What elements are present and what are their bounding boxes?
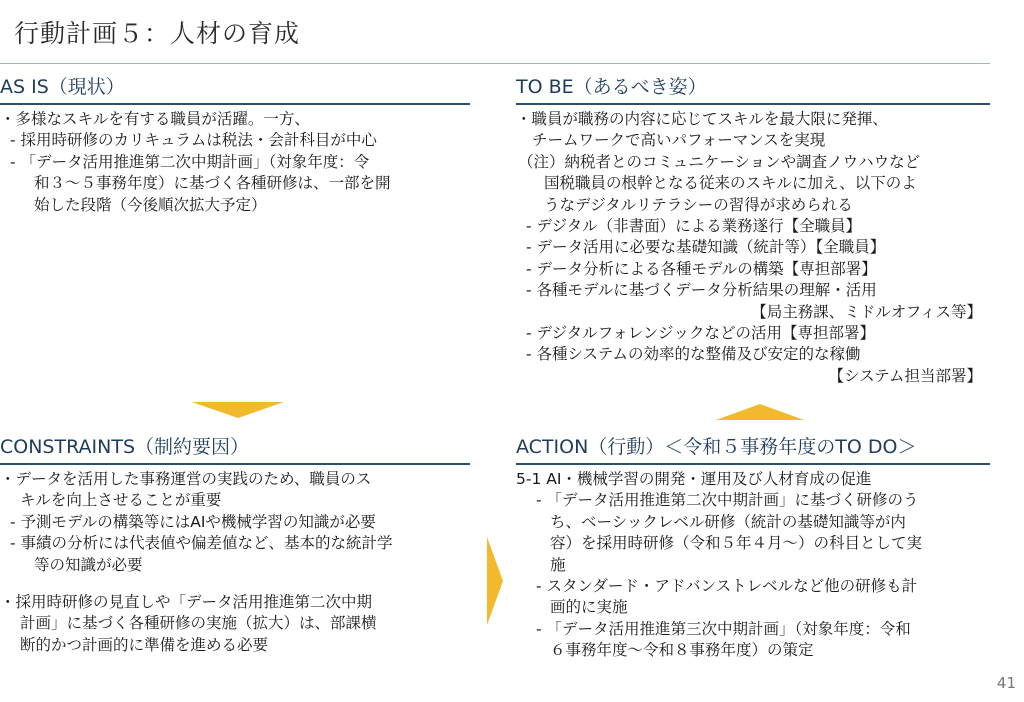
- constraints-line: キルを向上させることが重要: [20, 491, 222, 510]
- to-be-line: - データ分析による各種モデルの構築【専担部署】: [526, 259, 877, 278]
- to-be-line: 【局主務課、ミドルオフィス等】: [751, 302, 982, 321]
- to-be-section: [516, 74, 990, 387]
- as-is-body: [0, 109, 470, 216]
- action-line: 画的に実施: [550, 598, 628, 617]
- to-be-note-line: （注）納税者とのコミュニケーションや調査ノウハウなど: [518, 152, 921, 171]
- action-line: - 「データ活用推進第二次中期計画」に基づく研修のう: [536, 491, 919, 510]
- to-be-line: ・職員が職務の内容に応じてスキルを最大限に発揮、: [516, 110, 888, 128]
- as-is-line: 和３～５事務年度）に基づく各種研修は、一部を開: [34, 174, 391, 193]
- title-divider: [0, 63, 990, 64]
- action-heading: ACTION（行動）＜令和５事務年度のTO DO＞: [516, 436, 917, 458]
- action-line: - 「データ活用推進第三次中期計画」（対象年度：令和: [536, 619, 911, 638]
- as-is-line: - 「データ活用推進第二次中期計画」（対象年度：令: [10, 152, 370, 171]
- constraints-section: [0, 434, 470, 656]
- constraints-line: - 事績の分析には代表値や偏差値など、基本的な統計学: [10, 534, 393, 553]
- action-line: ６事務年度～令和８事務年度）の策定: [550, 641, 814, 660]
- to-be-line: - 各種モデルに基づくデータ分析結果の理解・活用: [526, 281, 877, 300]
- as-is-line: 始した段階（今後順次拡大予定）: [34, 195, 267, 214]
- constraints-line: 等の知識が必要: [34, 555, 143, 574]
- constraints-divider: [0, 463, 470, 465]
- action-section: [516, 434, 990, 662]
- to-be-line: チームワークで高いパフォーマンスを実現: [532, 131, 826, 150]
- action-line: 5-1 AI・機械学習の開発・運用及び人材育成の促進: [516, 470, 872, 488]
- as-is-line: ・多様なスキルを有する職員が活躍。一方、: [0, 110, 310, 128]
- to-be-line: 【システム担当部署】: [828, 366, 982, 385]
- to-be-body: [516, 109, 990, 387]
- action-line: - スタンダード・アドバンストレベルなど他の研修も計: [536, 577, 918, 596]
- action-body: [516, 469, 990, 662]
- to-be-heading: TO BE（あるべき姿）: [516, 76, 707, 98]
- constraints-line: ・データを活用した事務運営の実践のため、職員のス: [0, 470, 372, 488]
- action-line: 施: [550, 555, 566, 574]
- constraints-line: 断的かつ計画的に準備を進める必要: [20, 635, 269, 654]
- action-divider: [516, 463, 990, 465]
- constraints-line: - 予測モデルの構築等にはAIや機械学習の知識が必要: [10, 512, 376, 531]
- as-is-line: - 採用時研修のカリキュラムは税法・会計科目が中心: [10, 131, 377, 150]
- as-is-divider: [0, 103, 470, 105]
- to-be-note-line: 国税職員の根幹となる従来のスキルに加え、以下のよ: [544, 174, 917, 193]
- page-number: 41: [996, 674, 1016, 692]
- right-arrow-icon: [487, 537, 503, 625]
- as-is-section: [0, 74, 470, 216]
- up-arrow-icon: [716, 404, 804, 420]
- down-arrow-icon: [192, 402, 284, 418]
- to-be-divider: [516, 103, 990, 105]
- constraints-line: 計画」に基づく各種研修の実施（拡大）は、部課横: [20, 614, 377, 633]
- constraints-body: [0, 469, 470, 656]
- action-line: 容）を採用時研修（令和５年４月～）の科目として実: [550, 534, 923, 553]
- page-title: 行動計画５：人材の育成: [14, 19, 301, 48]
- to-be-note-line: うなデジタルリテラシーの習得が求められる: [544, 195, 853, 214]
- to-be-line: - デジタルフォレンジックなどの活用【専担部署】: [526, 324, 876, 343]
- action-line: ち、ベーシックレベル研修（統計の基礎知識等が内: [550, 512, 906, 531]
- as-is-heading: AS IS（現状）: [0, 76, 125, 98]
- to-be-line: - デジタル（非書面）による業務遂行【全職員】: [526, 217, 862, 236]
- constraints-line: ・採用時研修の見直しや「データ活用推進第二次中期: [0, 593, 373, 612]
- to-be-line: - データ活用に必要な基礎知識（統計等）【全職員】: [526, 238, 886, 257]
- spacer: [0, 576, 470, 592]
- to-be-line: - 各種システムの効率的な整備及び安定的な稼働: [526, 345, 861, 364]
- constraints-heading: CONSTRAINTS（制約要因）: [0, 436, 250, 458]
